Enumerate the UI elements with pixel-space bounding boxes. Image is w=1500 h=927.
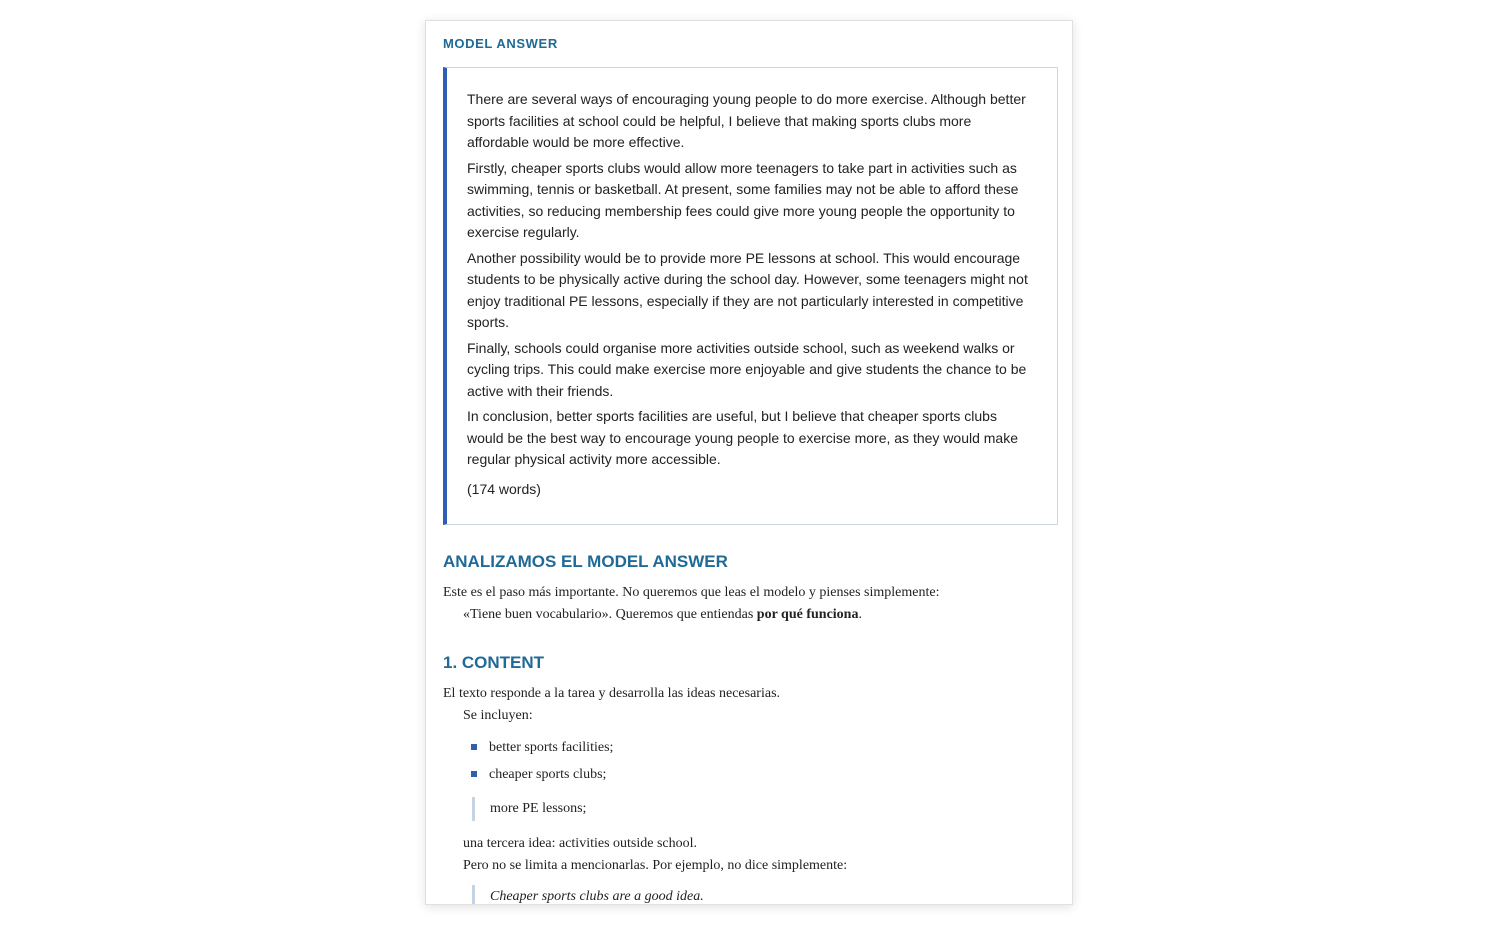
answer-paragraph-4: Finally, schools could organise more activities outside school, such as weekend walks or cycling trips. This could make exercise more enjoyable and give students the chance to be active with their friends.: [467, 339, 1027, 399]
model-answer-label: MODEL ANSWER: [443, 36, 558, 51]
analysis-line-2-bold: por qué funciona: [756, 607, 859, 622]
analysis-line-2-prefix: «Tiene buen vocabulario». Queremos que entiendas: [463, 607, 757, 622]
analysis-heading: ANALIZAMOS EL MODEL ANSWER: [443, 552, 728, 571]
quote-bar: [472, 885, 475, 905]
third-idea-line: una tercera idea: activities outside school.: [463, 836, 698, 851]
list-item: [489, 739, 613, 757]
content-intro: El texto responde a la tarea y desarrolla las ideas necesarias.: [443, 686, 781, 701]
answer-paragraph-2: Firstly, cheaper sports clubs would allow more teenagers to take part in activities such as swimming, tennis or basketball. At present, some families may not be able to afford these activities, so reducing membership fees could give more young people the opportunity to exercise regularly.: [467, 159, 1019, 240]
list-item: [489, 766, 606, 784]
content-heading: 1. CONTENT: [443, 653, 545, 672]
answer-paragraph-1: There are several ways of encouraging young people to do more exercise. Although better sports facilities at school could be helpful, I believe that making sports clubs more affordable would be more effective.: [467, 91, 1026, 150]
answer-paragraph-5: In conclusion, better sports facilities are useful, but I believe that cheaper sports clubs would be the best way to encourage young people to exercise more, as they would make regular physical activity more accessible.: [467, 408, 1018, 467]
document-page: [425, 20, 1073, 905]
quote-item: more PE lessons;: [490, 801, 587, 816]
quote-bar: [472, 797, 475, 821]
model-answer-box: [443, 67, 1058, 525]
word-count: (174 words): [467, 480, 541, 497]
includes-label: Se incluyen:: [463, 708, 533, 723]
square-bullet-icon: [471, 744, 477, 750]
analysis-line-2-suffix: .: [858, 607, 862, 622]
square-bullet-icon: [471, 771, 477, 777]
analysis-line-1: Este es el paso más importante. No queremos que leas el modelo y pienses simplemente:: [443, 585, 940, 600]
list-item-text: cheaper sports clubs;: [489, 767, 607, 782]
list-item-text: better sports facilities;: [489, 740, 614, 755]
example-quote: Cheaper sports clubs are a good idea.: [490, 889, 704, 904]
analysis-line-2: [463, 606, 862, 624]
answer-paragraph-3: Another possibility would be to provide more PE lessons at school. This would encourage students to be physically active during the school day. However, some teenagers might not enjoy traditional PE lessons, especially if they are not particularly interested in competitive sports.: [467, 249, 1028, 330]
not-only-line: Pero no se limita a mencionarlas. Por ejemplo, no dice simplemente:: [463, 858, 848, 873]
